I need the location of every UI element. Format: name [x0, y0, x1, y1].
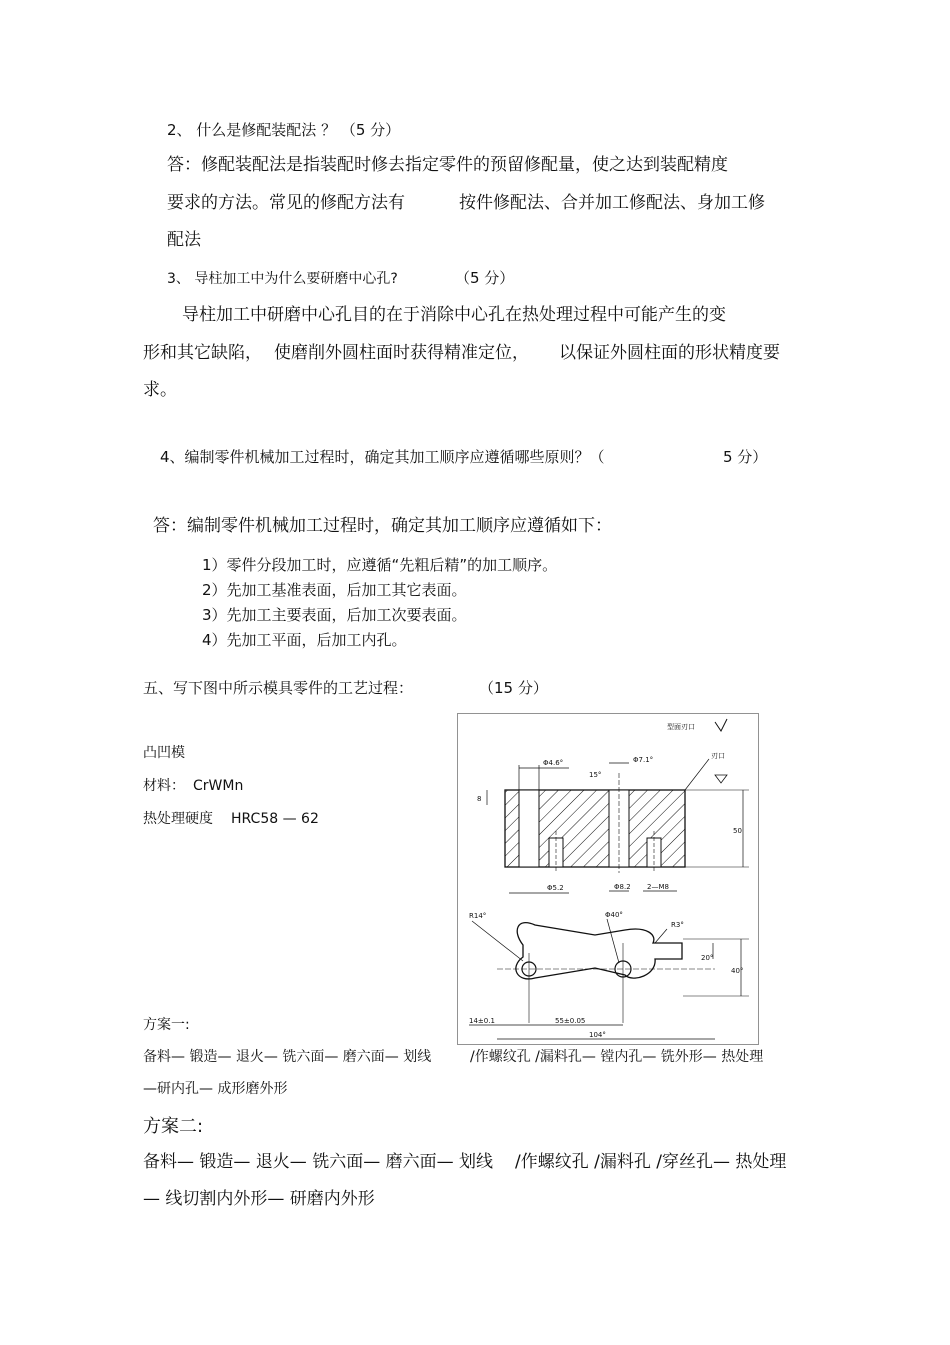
plan1-line1b: /作螺纹孔 /漏料孔— 镗内孔— 铣外形— 热处理	[470, 1049, 764, 1065]
label-104: 104°	[589, 1031, 606, 1039]
q2-answer-line2a: 要求的方法。常见的修配方法有	[167, 193, 405, 213]
q5-score: （15 分）	[479, 679, 548, 697]
q4-item-4: 4）先加工平面，后加工内孔。	[202, 631, 407, 649]
q5-title: 五、写下图中所示模具零件的工艺过程：	[143, 679, 414, 697]
q4-item-3: 3）先加工主要表面，后加工次要表面。	[202, 606, 467, 624]
material-value: CrWMn	[193, 778, 244, 794]
q3-answer-line2c: 以保证外圆柱面的形状精度要	[559, 343, 780, 363]
q4-score: 5 分）	[723, 448, 768, 466]
q4-item-2: 2）先加工基准表面，后加工其它表面。	[202, 581, 467, 599]
q3-score: （5 分）	[455, 269, 515, 287]
hardness-label: 热处理硬度	[143, 811, 213, 827]
q3-answer-line3: 求。	[143, 380, 177, 400]
q4-item-1: 1）零件分段加工时，应遵循“先粗后精”的加工顺序。	[202, 556, 558, 574]
q4-answer-intro: 答：编制零件机械加工过程时，确定其加工顺序应遵循如下：	[153, 516, 612, 536]
label-phi82: Φ8.2	[614, 883, 631, 891]
plan1-line2: —研内孔— 成形磨外形	[143, 1081, 288, 1097]
q4-title: 4、编制零件机械加工过程时，确定其加工顺序应遵循哪些原则？（	[160, 448, 605, 466]
q2-title: 2、 什么是修配装配法 ？ （5 分）	[167, 121, 401, 139]
label-55: 55±0.05	[555, 1017, 586, 1025]
q2-answer-line2b: 按件修配法、合并加工修配法、身加工修	[459, 193, 765, 213]
label-phi52: Φ5.2	[547, 884, 564, 892]
label-phi71: Φ7.1°	[633, 756, 654, 764]
q3-answer-line2a: 形和其它缺陷，	[143, 343, 262, 363]
plan2-line1a: 备料— 锻造— 退火— 铣六面— 磨六面— 划线	[143, 1152, 494, 1172]
hardness-value: HRC58 — 62	[231, 811, 319, 827]
q3-answer-line1: 导柱加工中研磨中心孔目的在于消除中心孔在热处理过程中可能产生的变	[182, 305, 726, 325]
roughness-symbol	[715, 719, 727, 731]
label-50: 50	[733, 827, 742, 835]
label-20: 20°	[701, 954, 714, 962]
label-15deg: 15°	[589, 771, 602, 779]
q3-title: 3、 导柱加工中为什么要研磨中心孔?	[167, 271, 398, 287]
label-r3: R3°	[671, 921, 684, 929]
q3-answer-line2b: 使磨削外圆柱面时获得精准定位，	[274, 343, 529, 363]
label-14: 14±0.1	[469, 1017, 495, 1025]
label-r14: R14°	[469, 912, 487, 920]
plan2-line2: — 线切割内外形— 研磨内外形	[143, 1189, 375, 1209]
label-phi46: Φ4.6°	[543, 759, 564, 767]
label-8: 8	[477, 795, 482, 803]
die-part-drawing	[457, 713, 759, 1045]
q2-answer-line1: 答：修配装配法是指装配时修去指定零件的预留修配量，使之达到装配精度	[167, 155, 728, 175]
plan2-label: 方案二:	[143, 1116, 204, 1137]
q2-answer-line3: 配法	[167, 230, 201, 250]
plan-outline	[516, 923, 682, 979]
label-40: 40°	[731, 967, 744, 975]
plan1-line1a: 备料— 锻造— 退火— 铣六面— 磨六面— 划线	[143, 1049, 432, 1065]
note-edge-face: 型面刃口	[667, 723, 695, 731]
label-phi40: Φ40°	[605, 911, 623, 919]
label-2m8: 2—M8	[647, 883, 669, 891]
section-hole-left	[519, 790, 539, 867]
drawing-svg	[457, 713, 759, 1045]
label-edge: 刃口	[711, 752, 725, 760]
part-name: 凸凹模	[143, 745, 185, 761]
material-label: 材料：	[143, 778, 185, 794]
plan2-line1b: /作螺纹孔 /漏料孔 /穿丝孔— 热处理	[515, 1152, 787, 1172]
plan1-label: 方案一:	[143, 1017, 190, 1033]
